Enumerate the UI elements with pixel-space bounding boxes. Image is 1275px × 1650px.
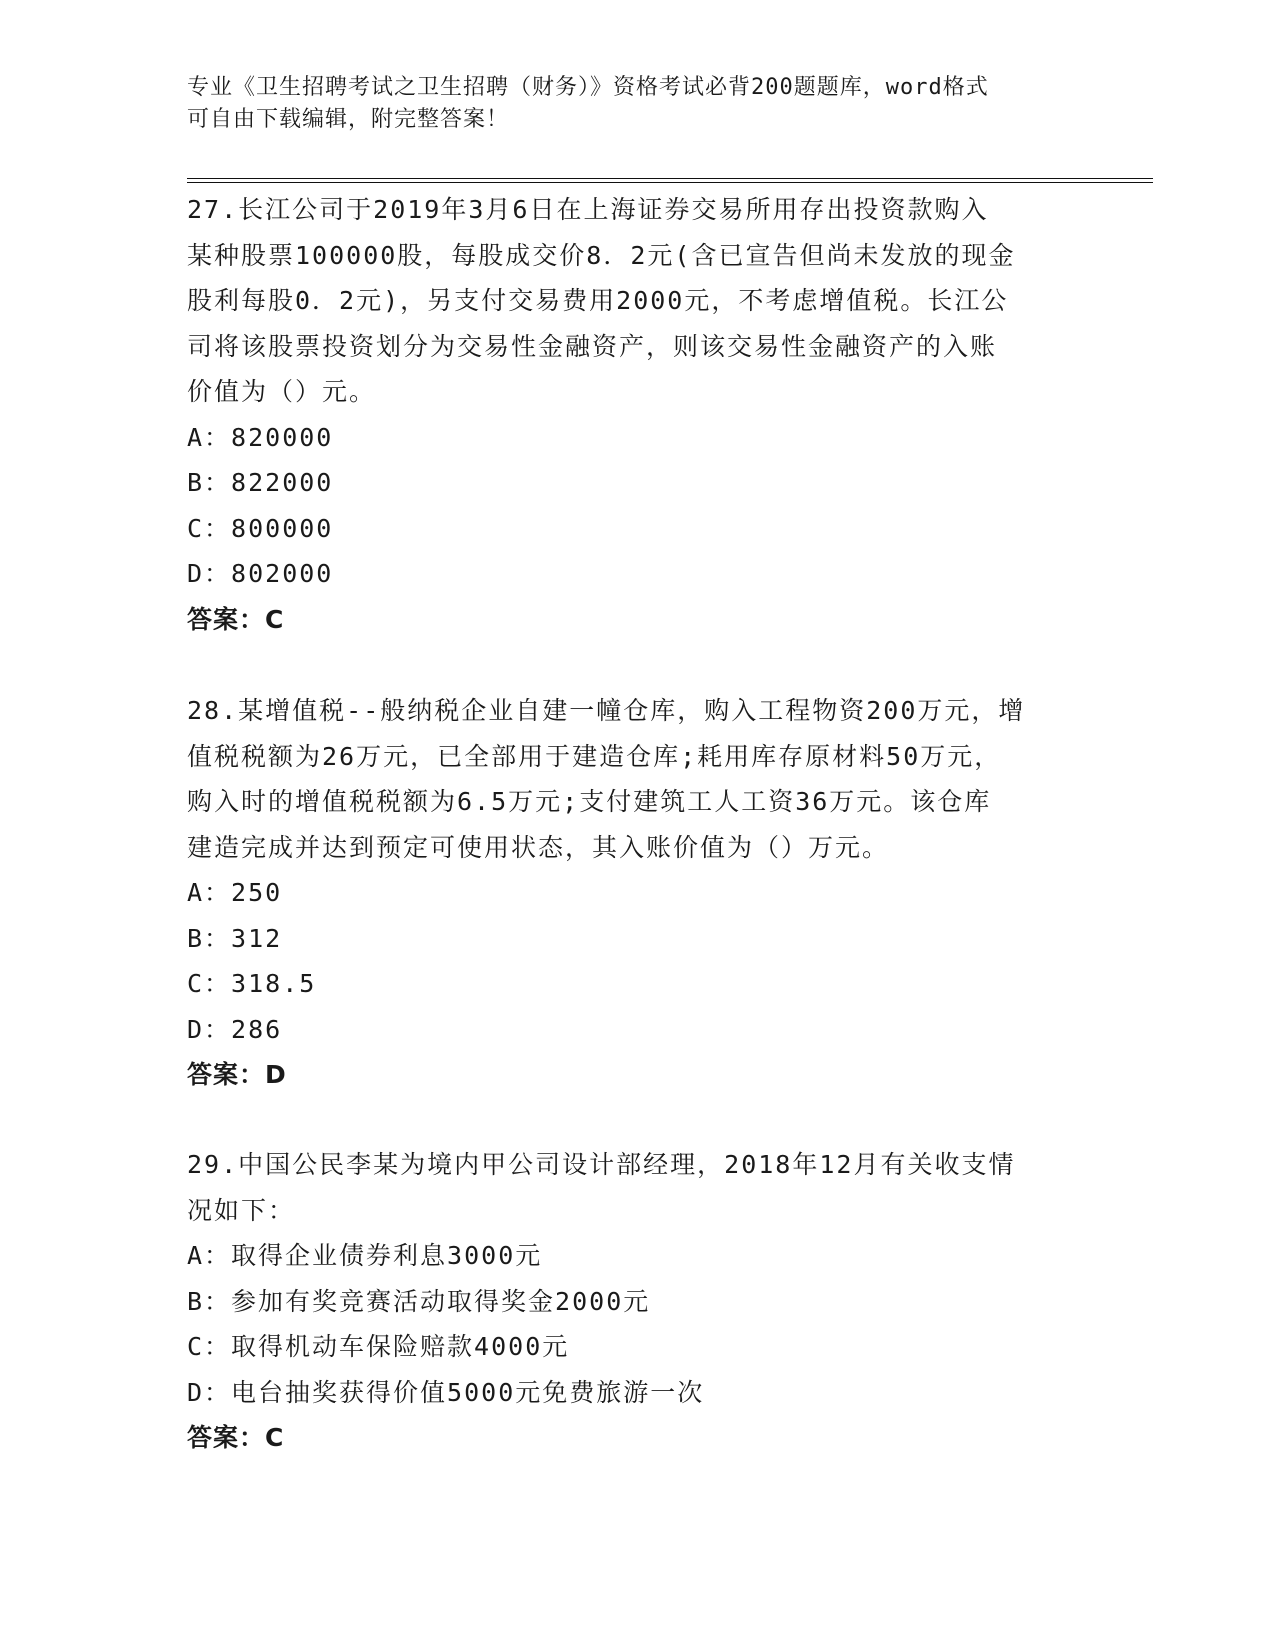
question-stem-line: 建造完成并达到预定可使用状态，其入账价值为（）万元。 xyxy=(187,832,890,862)
option-b: B：822000 xyxy=(187,468,334,497)
option-d: D：802000 xyxy=(187,559,334,588)
question-stem-line: 股利每股0．2元)，另支付交易费用2000元，不考虑增值税。长江公 xyxy=(187,286,1009,315)
option-b: B：参加有奖竞赛活动取得奖金2000元 xyxy=(187,1286,651,1316)
header-line: 专业《卫生招聘考试之卫生招聘（财务）》资格考试必背200题题库，word格式 xyxy=(187,75,989,100)
question-stem-line: 某种股票100000股，每股成交价8．2元(含已宣告但尚未发放的现金 xyxy=(187,240,1016,270)
answer-label: 答案：C xyxy=(187,604,285,634)
option-a: A：820000 xyxy=(187,422,334,452)
option-b: B：312 xyxy=(187,923,283,953)
option-a: A：250 xyxy=(187,878,283,907)
option-d: D：286 xyxy=(187,1014,283,1044)
header-line: 可自由下载编辑，附完整答案！ xyxy=(187,107,510,132)
question-stem-line: 购入时的增值税税额为6.5万元;支付建筑工人工资36万元。该仓库 xyxy=(187,787,992,816)
header-divider xyxy=(187,182,1153,183)
question-stem-line: 28.某增值税--般纳税企业自建一幢仓库，购入工程物资200万元，增 xyxy=(187,696,1026,725)
question-stem-line: 29.中国公民李某为境内甲公司设计部经理，2018年12月有关收支情 xyxy=(187,1150,1016,1179)
question-stem-line: 值税税额为26万元，已全部用于建造仓库;耗用库存原材料50万元， xyxy=(187,741,1002,771)
question-stem-line: 27.长江公司于2019年3月6日在上海证券交易所用存出投资款购入 xyxy=(187,195,989,224)
question-stem-line: 价值为（）元。 xyxy=(187,377,377,406)
answer-label: 答案：D xyxy=(187,1060,287,1089)
header-divider xyxy=(187,178,1153,179)
option-d: D：电台抽奖获得价值5000元免费旅游一次 xyxy=(187,1377,705,1407)
option-c: C：318.5 xyxy=(187,969,317,998)
option-a: A：取得企业债券利息3000元 xyxy=(187,1241,543,1270)
question-29 xyxy=(187,1142,1087,1461)
document-header xyxy=(187,72,1087,136)
question-stem-line: 司将该股票投资划分为交易性金融资产，则该交易性金融资产的入账 xyxy=(187,331,998,361)
question-stem-line: 况如下： xyxy=(187,1195,296,1225)
answer-label: 答案：C xyxy=(187,1423,285,1452)
question-28 xyxy=(187,688,1087,1098)
question-27 xyxy=(187,187,1087,642)
option-c: C：取得机动车保险赔款4000元 xyxy=(187,1332,570,1361)
option-c: C：800000 xyxy=(187,513,334,543)
